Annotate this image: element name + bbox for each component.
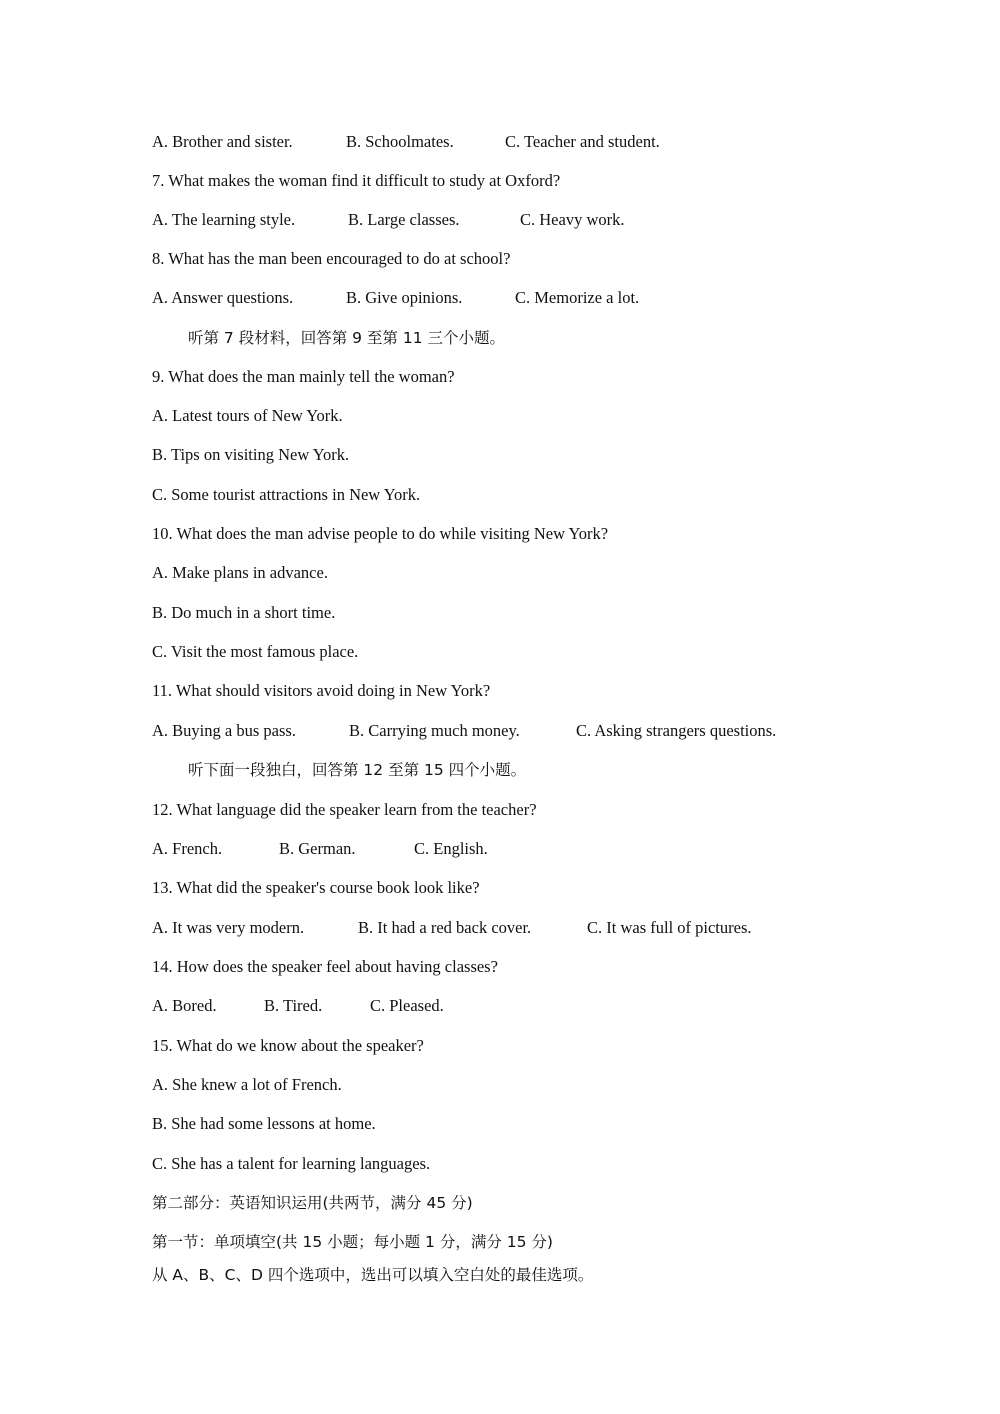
q6-options — [152, 132, 660, 152]
q13-option-c: C. It was full of pictures. — [587, 918, 752, 937]
q6-option-c: C. Teacher and student. — [505, 132, 660, 151]
q11-option-c: C. Asking strangers questions. — [576, 721, 777, 740]
q13-option-a: A. It was very modern. — [152, 918, 305, 937]
q7-option-c: C. Heavy work. — [520, 210, 625, 229]
q10-option-b: B. Do much in a short time. — [152, 603, 336, 622]
q7-question: 7. What makes the woman find it difficult to study at Oxford? — [152, 171, 561, 190]
q7-options — [152, 210, 624, 230]
q15-option-a: A. She knew a lot of French. — [152, 1075, 342, 1094]
q14-option-b: B. Tired. — [264, 996, 323, 1015]
q14-question: 14. How does the speaker feel about having classes? — [152, 957, 498, 976]
q13-options — [152, 918, 752, 938]
q9-question: 9. What does the man mainly tell the woman? — [152, 367, 455, 386]
q12-option-c: C. English. — [414, 839, 488, 858]
q15-option-b: B. She had some lessons at home. — [152, 1114, 376, 1133]
q9-option-b: B. Tips on visiting New York. — [152, 445, 350, 464]
q12-option-a: A. French. — [152, 839, 223, 858]
q13-option-b: B. It had a red back cover. — [358, 918, 532, 937]
q9-option-a: A. Latest tours of New York. — [152, 406, 343, 425]
q15-question: 15. What do we know about the speaker? — [152, 1036, 424, 1055]
q10-question: 10. What does the man advise people to do while visiting New York? — [152, 524, 609, 543]
q8-option-a: A. Answer questions. — [152, 288, 294, 307]
q14-option-a: A. Bored. — [152, 996, 217, 1015]
q11-question: 11. What should visitors avoid doing in New York? — [152, 681, 491, 700]
q8-options — [152, 288, 639, 308]
q12-question: 12. What language did the speaker learn from the teacher? — [152, 800, 537, 819]
q8-question: 8. What has the man been encouraged to do at school? — [152, 249, 511, 268]
q6-option-a: A. Brother and sister. — [152, 132, 293, 151]
q14-option-c: C. Pleased. — [370, 996, 444, 1015]
q10-option-c: C. Visit the most famous place. — [152, 642, 359, 661]
q13-question: 13. What did the speaker's course book look like? — [152, 878, 480, 897]
q15-option-c: C. She has a talent for learning languages. — [152, 1154, 431, 1173]
q11-option-b: B. Carrying much money. — [349, 721, 520, 740]
q8-option-b: B. Give opinions. — [346, 288, 463, 307]
q12-options — [152, 839, 488, 859]
section7-intro: 听第 7 段材料，回答第 9 至第 11 三个小题。 — [188, 329, 506, 347]
section1-instructions: 从 A、B、C、D 四个选项中，选出可以填入空白处的最佳选项。 — [152, 1266, 594, 1284]
q7-option-b: B. Large classes. — [348, 210, 460, 229]
monologue-intro: 听下面一段独白，回答第 12 至第 15 四个小题。 — [188, 761, 527, 779]
part2-heading: 第二部分：英语知识运用(共两节，满分 45 分) — [152, 1194, 473, 1212]
section1-heading: 第一节：单项填空(共 15 小题；每小题 1 分，满分 15 分) — [152, 1233, 553, 1251]
q14-options — [152, 996, 444, 1016]
q10-option-a: A. Make plans in advance. — [152, 563, 328, 582]
q6-option-b: B. Schoolmates. — [346, 132, 454, 151]
q9-option-c: C. Some tourist attractions in New York. — [152, 485, 421, 504]
q8-option-c: C. Memorize a lot. — [515, 288, 640, 307]
q11-option-a: A. Buying a bus pass. — [152, 721, 296, 740]
q12-option-b: B. German. — [279, 839, 356, 858]
q7-option-a: A. The learning style. — [152, 210, 296, 229]
q11-options — [152, 721, 776, 741]
